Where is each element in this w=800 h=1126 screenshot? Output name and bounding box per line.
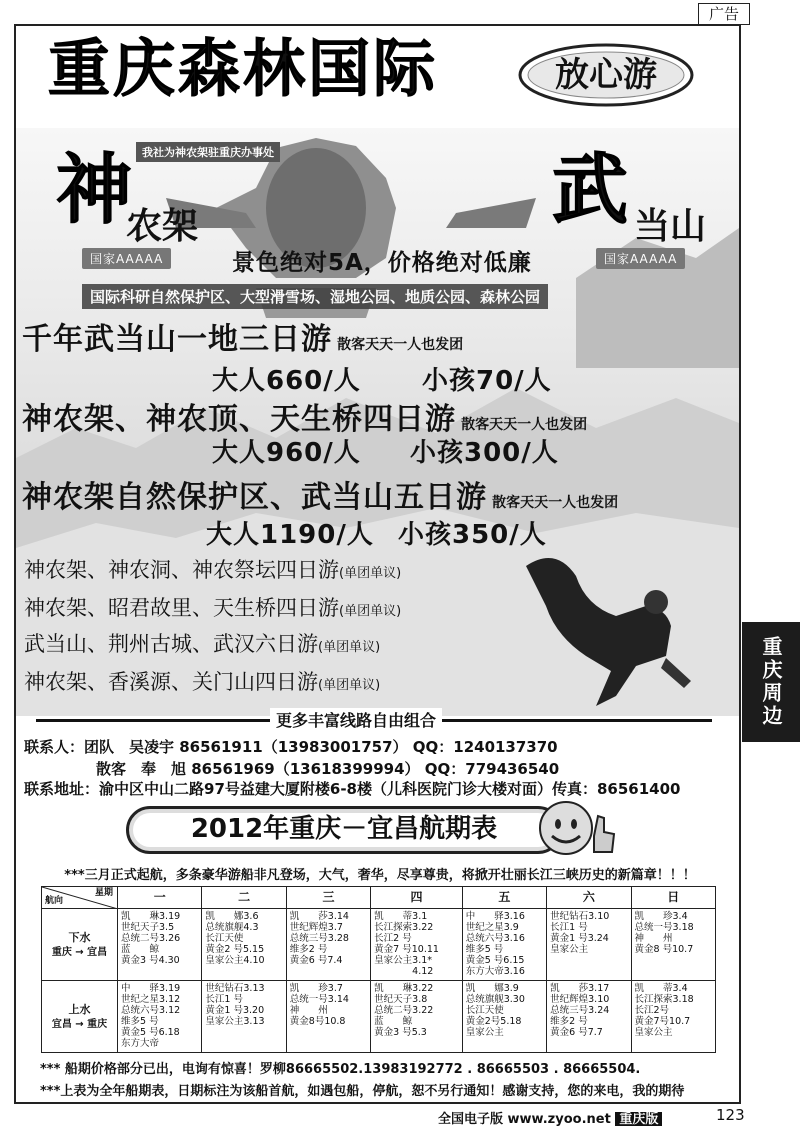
- minor-route-2: 神农架、昭君故里、天生桥四日游(单团单议): [24, 596, 402, 620]
- ship-entry: 凯 娜3.6: [205, 911, 259, 922]
- page-number: 123: [716, 1106, 745, 1124]
- schedule-table: [41, 886, 716, 1053]
- ship-entry: 长江2号: [634, 1005, 670, 1016]
- direction-label: 上水: [68, 1002, 91, 1016]
- svg-text:放心游: 放心游: [555, 55, 657, 95]
- schedule-cell: [202, 909, 286, 981]
- ship-entry: 世纪辉煌3.10: [550, 994, 610, 1005]
- ship-entry: 总统旗舰4.3: [205, 922, 259, 933]
- schedule-cell: [286, 981, 370, 1053]
- ship-entry: 长江探索3.18: [634, 994, 694, 1005]
- ship-entry: 中 驿3.19: [121, 983, 181, 994]
- schedule-row: [42, 981, 716, 1053]
- schedule-cell: [202, 981, 286, 1053]
- shennong-rest: 农架: [126, 206, 199, 247]
- ship-entry: 凯 莎3.14: [289, 911, 349, 922]
- ship-entry: 凯 蒂3.1: [374, 911, 428, 922]
- wudang-rest: 当山: [634, 206, 707, 247]
- ship-entry: 黄金8 号10.7: [634, 944, 694, 955]
- ship-entry: 总统六号3.16: [465, 933, 525, 944]
- route-title: 神农架、神农顶、天生桥四日游: [22, 402, 456, 437]
- contact-team: 联系人：团队 吴凌宇 86561911（13983001757） QQ：1240137370: [24, 738, 558, 756]
- ship-entry: 黄金2 号5.15: [205, 944, 265, 955]
- ship-entry: 长江天使: [205, 933, 244, 944]
- shennong-big-char: 神: [56, 145, 132, 234]
- schedule-row: [42, 909, 716, 981]
- route-note: 散客天天一人也发团: [337, 337, 464, 353]
- schedule-cell: [631, 909, 715, 981]
- footnote-prices: *** 船期价格部分已出，电询有惊喜！罗柳86665502.13983192772 . 86665503 . 86665504.: [40, 1062, 641, 1077]
- direction-route: 宜昌 → 重庆: [51, 1018, 108, 1030]
- ship-entry: 蓝 鲸: [121, 944, 160, 955]
- direction-cell: [42, 981, 118, 1053]
- slogan: 景色绝对5A，价格绝对低廉: [232, 250, 532, 276]
- office-strip: 我社为神农架驻重庆办事处: [136, 142, 280, 162]
- schedule-cell: [462, 981, 546, 1053]
- ship-entry: 总统六号3.12: [121, 1005, 181, 1016]
- ship-entry: 世纪之星3.12: [121, 994, 181, 1005]
- direction-cell: [42, 909, 118, 981]
- ship-entry: 凯 莎3.17: [550, 983, 610, 994]
- ad-tag: 广告: [698, 3, 750, 25]
- ship-entry: 世纪之星3.9: [465, 922, 519, 933]
- minor-route-1: 神农架、神农洞、神农祭坛四日游(单团单议): [24, 558, 402, 582]
- route-title: 千年武当山一地三日游: [22, 322, 332, 357]
- minor-route-4: 神农架、香溪源、关门山四日游(单团单议): [24, 670, 381, 694]
- ship-entry: 维多2 号: [550, 1016, 588, 1027]
- ship-entry: 黄金3 号4.30: [121, 955, 180, 966]
- ship-entry: 中 驿3.16: [465, 911, 525, 922]
- day-header: 二: [202, 887, 286, 909]
- ship-entry: 维多5 号: [121, 1016, 159, 1027]
- ship-entry: 总统二号3.22: [374, 1005, 434, 1016]
- route-1-adult-price: 大人660/人: [212, 366, 361, 396]
- hero-section: [16, 128, 739, 716]
- route-2-adult-price: 大人960/人: [212, 438, 361, 468]
- ship-entry: 凯 琳3.19: [121, 911, 181, 922]
- route-note: 散客天天一人也发团: [461, 417, 588, 433]
- ship-entry: 世纪天子3.8: [374, 994, 428, 1005]
- brand-logo: [512, 34, 700, 116]
- ship-entry: 皇家公主: [465, 1027, 504, 1038]
- direction-route: 重庆 → 宜昌: [51, 946, 108, 958]
- schedule-cell: [118, 981, 202, 1053]
- schedule-title: 2012年重庆－宜昌航期表: [133, 813, 555, 847]
- schedule-cell: [286, 909, 370, 981]
- schedule-banner: [126, 806, 562, 854]
- ship-entry: 黄金8号10.8: [289, 1016, 346, 1027]
- ship-entry: 皇家公主: [634, 1027, 673, 1038]
- ship-entry: 维多5 号: [465, 944, 504, 955]
- ship-entry: 总统二号3.26: [121, 933, 181, 944]
- more-routes-label: 更多丰富线路自由组合: [270, 708, 442, 731]
- ship-entry: 黄金7号10.7: [634, 1016, 691, 1027]
- route-1: [22, 314, 463, 358]
- minor-route-3: 武当山、荆州古城、武汉六日游(单团单议): [24, 632, 381, 656]
- edition-text: 全国电子版 www.zyoo.net: [438, 1112, 611, 1126]
- route-title: 神农架自然保护区、武当山五日游: [22, 480, 487, 515]
- edition-footer: [438, 1108, 662, 1126]
- ship-entry: 皇家公主4.10: [205, 955, 265, 966]
- ship-entry: 总统旗舰3.30: [465, 994, 525, 1005]
- region-label: 重庆版: [615, 1112, 662, 1126]
- ship-entry: 神 州: [634, 933, 673, 944]
- ship-entry: 黄金6 号7.7: [550, 1027, 603, 1038]
- schedule-cell: [547, 981, 631, 1053]
- route-1-child-price: 小孩70/人: [422, 366, 552, 396]
- contact-address: 联系地址：渝中区中山二路97号益建大厦附楼6-8楼（儿科医院门诊大楼对面）传真：86561400: [24, 780, 681, 798]
- ship-entry: 凯 琳3.22: [374, 983, 434, 994]
- day-header: 三: [286, 887, 370, 909]
- ship-entry: 凯 珍3.7: [289, 983, 343, 994]
- direction-label: 下水: [68, 930, 91, 944]
- route-3-child-price: 小孩350/人: [398, 520, 547, 550]
- ship-entry: 世纪辉煌3.7: [289, 922, 343, 933]
- ship-entry: 黄金6 号7.4: [289, 955, 343, 966]
- ship-entry: 黄金7 号10.11: [374, 944, 439, 955]
- route-3-adult-price: 大人1190/人: [206, 520, 374, 550]
- ship-entry: 皇家公主: [550, 944, 589, 955]
- day-header: 四: [371, 887, 463, 909]
- ship-entry: 总统三号3.28: [289, 933, 349, 944]
- ship-entry: 总统一号3.18: [634, 922, 694, 933]
- thumbs-up-smiley-icon: [534, 796, 618, 860]
- footnote-schedule: ***上表为全年船期表，日期标注为该船首航，如遇包船，停航，恕不另行通知！感谢支持，您的来电，我的期待: [40, 1084, 685, 1099]
- ship-entry: 世纪钻石3.10: [550, 911, 610, 922]
- day-header: 一: [118, 887, 202, 909]
- ship-entry: 世纪钻石3.13: [205, 983, 265, 994]
- kungfu-figure-image: [516, 546, 706, 716]
- ship-entry: 凯 珍3.4: [634, 911, 688, 922]
- day-header: 五: [462, 887, 546, 909]
- schedule-cell: [462, 909, 546, 981]
- ship-entry: 凯 娜3.9: [465, 983, 519, 994]
- ship-entry: 维多2 号: [289, 944, 328, 955]
- schedule-cell: [371, 981, 463, 1053]
- corner-header: 星期 航向: [42, 887, 118, 909]
- ship-entry: 皇家公主3.13: [205, 1016, 265, 1027]
- company-name: 重庆森林国际: [48, 32, 439, 105]
- schedule-cell: [631, 981, 715, 1053]
- ship-entry: 总统一号3.14: [289, 994, 349, 1005]
- ship-entry: 皇家公主3.1*: [374, 955, 433, 966]
- ship-entry: 黄金1 号3.20: [205, 1005, 265, 1016]
- ship-entry: 长江探索3.22: [374, 922, 434, 933]
- ship-entry: 黄金2号5.18: [465, 1016, 522, 1027]
- day-header: 六: [547, 887, 631, 909]
- ship-entry: 长江1 号: [205, 994, 243, 1005]
- day-header: 日: [631, 887, 715, 909]
- ship-entry: 黄金3 号5.3: [374, 1027, 427, 1038]
- ship-entry: 黄金5 号6.18: [121, 1027, 180, 1038]
- ship-entry: 长江天使: [465, 1005, 504, 1016]
- ship-entry: 世纪天子3.5: [121, 922, 175, 933]
- ship-entry: 总统三号3.24: [550, 1005, 610, 1016]
- ship-entry: 蓝 鲸: [374, 1016, 413, 1027]
- ship-entry: 神 州: [289, 1005, 328, 1016]
- route-note: 散客天天一人也发团: [492, 495, 619, 511]
- schedule-cell: [547, 909, 631, 981]
- contact-individual: 散客 奉 旭 86561969（13618399994） QQ：779436540: [96, 760, 560, 778]
- ship-entry: 长江2 号: [374, 933, 412, 944]
- ship-entry: 东方大帝3.16: [465, 966, 525, 977]
- wudang-rating-badge: 国家AAAAA: [596, 248, 685, 269]
- ship-entry: 4.12: [374, 966, 434, 977]
- ship-entry: 凯 蒂3.4: [634, 983, 688, 994]
- ship-entry: 黄金5 号6.15: [465, 955, 525, 966]
- ship-entry: 黄金1 号3.24: [550, 933, 609, 944]
- route-2-child-price: 小孩300/人: [410, 438, 559, 468]
- shennong-rating-badge: 国家AAAAA: [82, 248, 171, 269]
- schedule-cell: [118, 909, 202, 981]
- ship-entry: 长江1 号: [550, 922, 588, 933]
- schedule-intro: ***三月正式起航，多条豪华游船非凡登场，大气，奢华，尽享尊贵，将掀开壮丽长江三峡历史的新篇章！！！: [64, 868, 696, 883]
- features-strip: 国际科研自然保护区、大型滑雪场、湿地公园、地质公园、森林公园: [82, 284, 548, 309]
- section-tab[interactable]: 重庆周边: [742, 622, 800, 742]
- ship-entry: 东方大帝: [121, 1038, 160, 1049]
- schedule-cell: [371, 909, 463, 981]
- wudang-big-char: 武: [552, 145, 628, 234]
- route-3: [22, 472, 618, 516]
